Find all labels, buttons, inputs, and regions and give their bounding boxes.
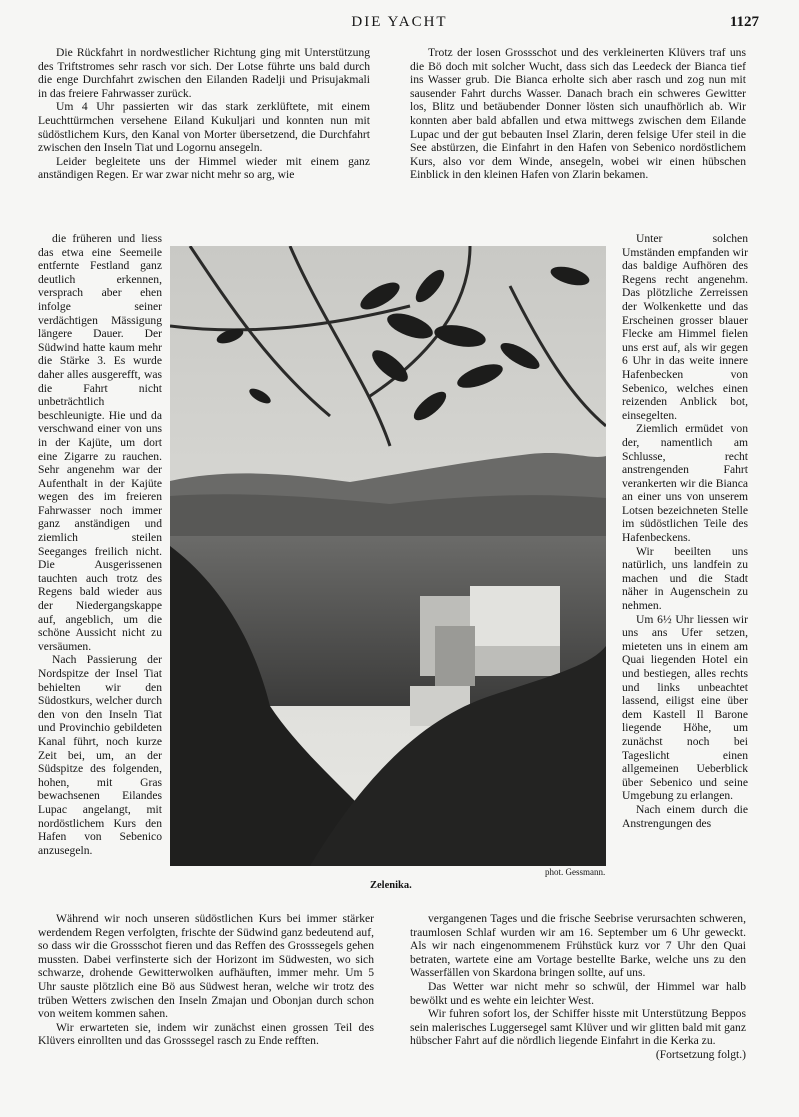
journal-title: DIE YACHT (351, 14, 448, 30)
paragraph: Die Rückfahrt in nordwestlicher Richtung ging mit Unterstützung des Triftstromes sehr rasch vor sich. Der Lotse führte uns bald durch die enge Durchfahrt zwischen den Eilanden Radelji und Prisujakmali in das freiere Fahrwasser zurück. (38, 46, 370, 100)
paragraph: Unter solchen Umständen empfanden wir das baldige Aufhören des Regens recht angenehm. Das plötzliche Zerreissen der Wolkenkette und das Erscheinen grosser blauer Flecke am Himmel fielen uns erst auf, als wir gegen 6 Uhr in das weite innere Hafenbecken von Sebenico, welches einen reizenden Anblick bot, einsegelten. (622, 232, 748, 422)
continuation-note: (Fortsetzung folgt.) (655, 1047, 746, 1061)
paragraph: Wir beeilten uns natürlich, uns landfein zu machen und die Stadt näher in Augenschein zu nehmen. (622, 544, 748, 613)
paragraph: Wir erwarteten sie, indem wir zunächst einen grossen Teil des Klüvers einrollten und das Grosssegel rasch zu Ende refften. (38, 1020, 374, 1048)
left-narrow-column (38, 232, 162, 857)
paragraph: vergangenen Tages und die frische Seebrise verursachten schweren, traumlosen Schlaf wurden wir am 16. September um 6 Uhr geweckt. Als wir nach eingenommenem Frühstück kurz vor 7 Uhr den Quai betraten, wartete eine am Vortage bestellte Barke, welche uns zu den Wasserfällen von Skardona bringen sollte, auf uns. (410, 912, 746, 980)
right-column-top (410, 46, 746, 182)
photo-caption: Zelenika. (370, 880, 412, 891)
left-column-bottom (38, 912, 374, 1048)
right-narrow-column (622, 232, 748, 830)
paragraph: Nach Passierung der Nordspitze der Insel Tiat behielten wir den Südostkurs, welcher durch den von den Inseln Tiat und Provinchio gebildeten Kanal führt, noch kurze Zeit bei, um, an der Südspitze des folgenden, hohen, mit Gras bewachsenen Eilandes Lupac angelangt, mit nordöstlichem Kurs den Hafen von Sebenico anzusegeln. (38, 653, 162, 857)
paragraph: Um 4 Uhr passierten wir das stark zerklüftete, mit einem Leuchttürmchen versehene Eiland Kukuljari und konnten nun mit südöstlichem Kurs, den Kanal von Morter übersetzend, die Durchfahrt zwischen den Inseln Tiat und Logornu ansegeln. (38, 100, 370, 155)
photo-credit: phot. Gessmann. (545, 867, 606, 877)
paragraph: Während wir noch unseren südöstlichen Kurs bei immer stärker werdendem Regen verfolgten, frischte der Südwind ganz bedeutend auf, so dass wir die Grossschot fieren und das Reffen des Grosssegels gehen mussten. Dabei verfinsterte sich der Horizont im Südwesten, wo sich schwarze, drohende Gewitterwolken aufhäuften, immer mehr. Um 5 Uhr sauste plötzlich eine Bö aus Südwest heran, welche wir trotz des trüben Wetters zwischen den Inseln Zmajan und Obonjan durch schon von weitem kommen sahen. (38, 912, 374, 1021)
paragraph: Das Wetter war nicht mehr so schwül, der Himmel war halb bewölkt und es wehte ein leichter West. (410, 979, 746, 1007)
landscape-photo (170, 246, 606, 866)
page-header (0, 14, 799, 34)
paragraph: Leider begleitete uns der Himmel wieder mit einem ganz anständigen Regen. Er war zwar nicht mehr so arg, wie (38, 154, 370, 182)
paragraph: Wir fuhren sofort los, der Schiffer hisste mit Unterstützung Beppos sein malerisches Luggersegel samt Klüver und wir glitten bald mit ganz hübscher Fahrt auf die nördlich liegende Einfahrt in die Kerka zu. (410, 1007, 746, 1048)
paragraph: Ziemlich ermüdet von der, namentlich am Schlusse, recht anstrengenden Fahrt verankerten wir die Bianca an einer uns von unserem Lotsen bezeichneten Stelle im südöstlichen Teile des Hafenbeckens. (622, 422, 748, 545)
paragraph: Trotz der losen Grossschot und des verkleinerten Klüvers traf uns die Bö doch mit solcher Wucht, dass sich das Leedeck der Bianca tief ins Wasser grub. Die Bianca erholte sich aber rasch und zog nun mit sausender Fahrt durchs Wasser. Danach brach ein schweres Gewitter los, Blitz und betäubender Donner lösten sich unaufhörlich ab. Wir konnten aber bald abfallen und etwa mittwegs zwischen dem Eilande Lupac und der gut bebauten Insel Zlarin, deren felsige Ufer steil in die See abstürzen, die Einfahrt in den Hafen von Sebenico nordöstlichem Kurs, also vor dem Winde, ansegeln, wobei wir einen hübschen Einblick in den kleinen Hafen von Zlarin bekamen. (410, 46, 746, 182)
paragraph: die früheren und liess das etwa eine Seemeile entfernte Festland ganz deutlich erkennen, versprach aber ehen infolge seiner verdächtigen Mässigung längere Dauer. Der Südwind hatte kaum mehr die Stärke 3. Es wurde daher alles ausgerefft, was die Fahrt nicht unbeträchtlich beschleunigte. Hie und da verschwand einer von uns in der Kajüte, um dort eine Zigarre zu rauchen. Sehr angenehm war der Aufenthalt in der Kajüte wegen des im freieren Fahrwasser noch immer ganz anständigen und ziemlich steilen Seeganges freilich nicht. Die Ausgerissenen tauchten auch trotz des Regens bald wieder aus der Niedergangskappe auf, angeblich, um die schöne Aussicht nicht zu versäumen. (38, 232, 162, 653)
right-column-bottom (410, 912, 746, 1062)
photo-illustration (170, 246, 606, 866)
paragraph: Nach einem durch die Anstrengungen des (622, 802, 748, 830)
paragraph: Um 6½ Uhr liessen wir uns ans Ufer setzen, mieteten uns in einem am Quai liegenden Hotel ein und bestiegen, alles rechts und links unbeachtet lassend, eiligst eine über dem Kastell Il Barone liegende Höhe, um zunächst noch bei Tageslicht einen allgemeinen Ueberblick über Sebenico und seine Umgebung zu erlangen. (622, 612, 748, 803)
page-number: 1127 (729, 14, 759, 30)
left-column-top (38, 46, 370, 182)
